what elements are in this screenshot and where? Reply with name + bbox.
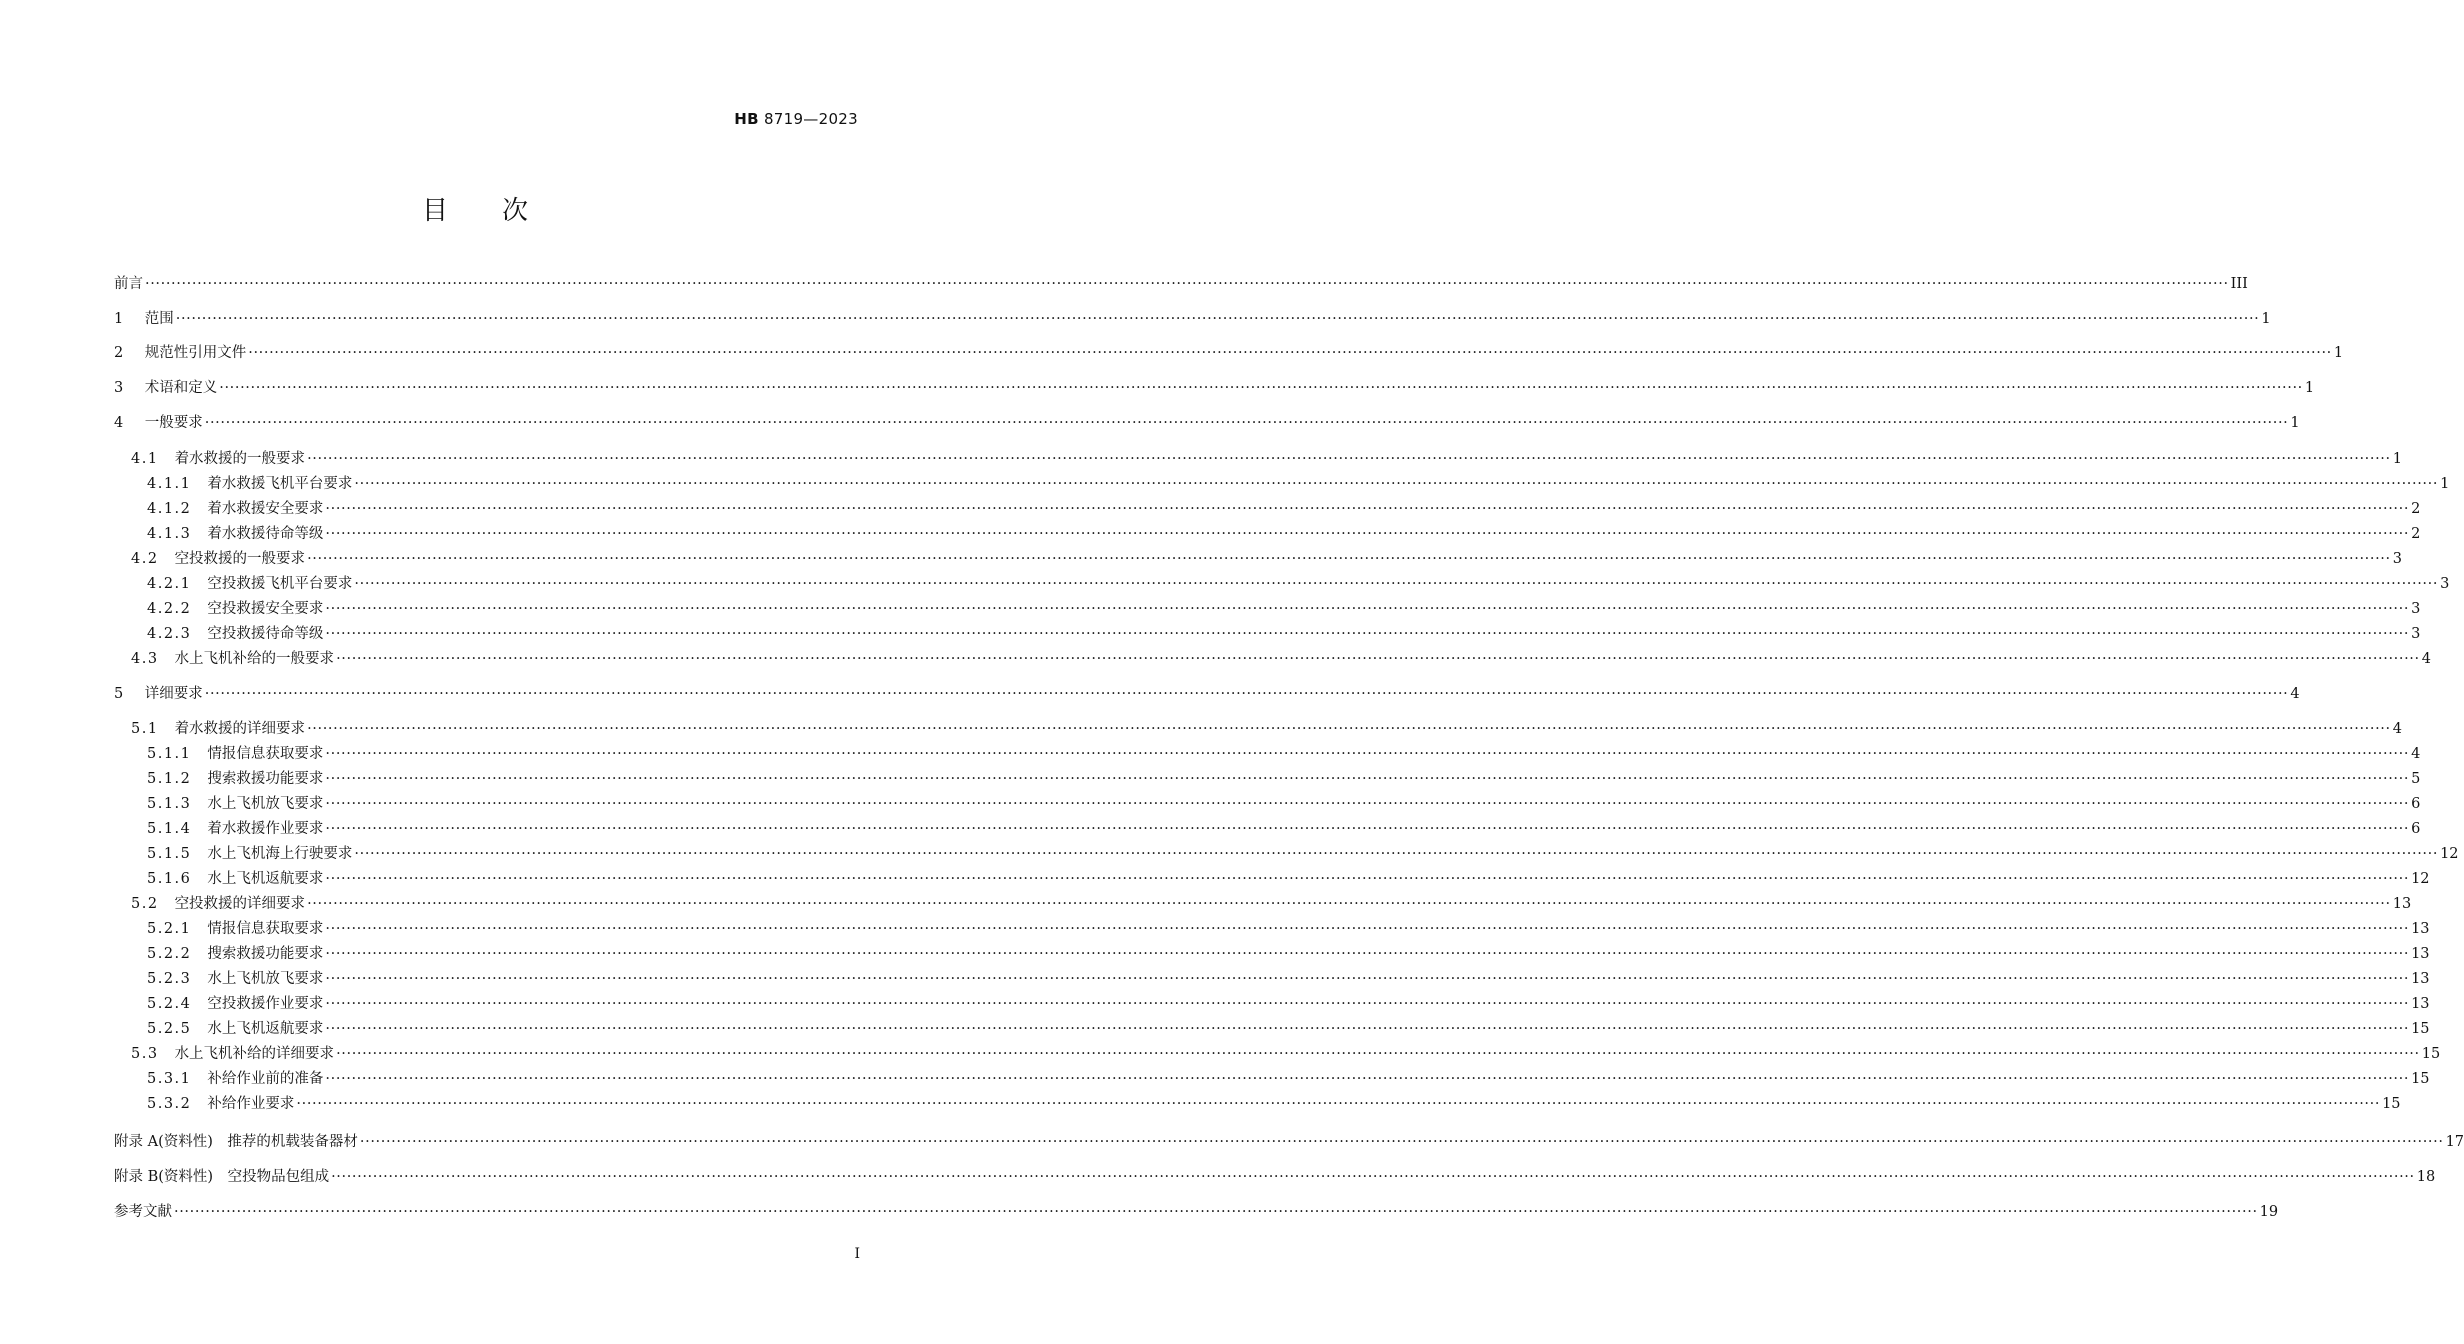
toc-entry-title: 情报信息获取要求 bbox=[207, 921, 324, 937]
toc-entry-page: 15 bbox=[2382, 1096, 2401, 1112]
toc-entry[interactable] bbox=[114, 1131, 2464, 1153]
toc-entry-number: 4.1.1 bbox=[147, 476, 192, 492]
toc-leader-dots: ················································································································································································································································································································································································································ bbox=[219, 380, 2303, 396]
toc-entry-title: 附录 B(资料性) 空投物品包组成 bbox=[114, 1169, 330, 1185]
toc-entry-number: 4.2.1 bbox=[147, 576, 192, 592]
toc-entry[interactable] bbox=[147, 498, 2421, 520]
toc-entry[interactable] bbox=[147, 868, 2430, 890]
toc-entry[interactable] bbox=[147, 1068, 2430, 1090]
toc-entry-page: 1 bbox=[2290, 415, 2300, 431]
toc-leader-dots: ················································································································································································································································································································································································································ bbox=[354, 846, 2439, 862]
toc-leader-dots: ················································································································································································································································································································································································································ bbox=[336, 651, 2420, 667]
toc-leader-dots: ················································································································································································································································································································································································································ bbox=[325, 601, 2410, 617]
toc-leader-dots: ················································································································································································································································································································································································································ bbox=[145, 276, 2229, 292]
toc-entry-number: 5.1.6 bbox=[147, 871, 192, 887]
toc-entry[interactable] bbox=[131, 893, 2412, 915]
toc-entry-page: 15 bbox=[2411, 1021, 2430, 1037]
toc-entry-number: 5.2.5 bbox=[147, 1021, 192, 1037]
toc-entry-number: 5.3 bbox=[131, 1046, 159, 1062]
toc-leader-dots: ················································································································································································································································································································································································································ bbox=[325, 971, 2410, 987]
toc-entry-page: 19 bbox=[2259, 1204, 2279, 1220]
toc-entry-page: 17 bbox=[2445, 1134, 2464, 1150]
toc-leader-dots: ················································································································································································································································································································································································································ bbox=[296, 1096, 2381, 1112]
toc-entry-number: 4.1 bbox=[131, 451, 159, 467]
toc-entry-number: 4.1.2 bbox=[147, 501, 192, 517]
toc-entry-title: 着水救援的详细要求 bbox=[174, 721, 306, 737]
toc-entry-page: 6 bbox=[2411, 821, 2421, 837]
toc-entry-title: 参考文献 bbox=[114, 1204, 172, 1220]
toc-entry[interactable] bbox=[147, 598, 2421, 620]
toc-entry-page: 4 bbox=[2411, 746, 2421, 762]
toc-entry-title: 着水救援待命等级 bbox=[207, 526, 324, 542]
toc-entry-title: 范围 bbox=[144, 311, 174, 327]
toc-entry[interactable] bbox=[114, 377, 2315, 399]
toc-entry-page: 3 bbox=[2411, 626, 2421, 642]
toc-leader-dots: ················································································································································································································································································································································································································ bbox=[325, 771, 2410, 787]
toc-leader-dots: ················································································································································································································································································································································································································ bbox=[174, 1204, 2258, 1220]
toc-entry-title: 着水救援作业要求 bbox=[207, 821, 324, 837]
toc-entry[interactable] bbox=[114, 308, 2271, 330]
toc-entry[interactable] bbox=[131, 718, 2402, 740]
toc-entry-page: 18 bbox=[2416, 1169, 2436, 1185]
toc-entry-page: 2 bbox=[2411, 501, 2421, 517]
toc-entry-page: 1 bbox=[2440, 476, 2450, 492]
toc-entry[interactable] bbox=[131, 448, 2402, 470]
toc-leader-dots: ················································································································································································································································································································································································································ bbox=[354, 576, 2439, 592]
toc-entry[interactable] bbox=[147, 793, 2421, 815]
toc-entry-title: 搜索救援功能要求 bbox=[207, 946, 324, 962]
toc-entry-number: 5.3.1 bbox=[147, 1071, 192, 1087]
toc-entry-title: 水上飞机补给的详细要求 bbox=[174, 1046, 335, 1062]
toc-entry-number: 5.1.5 bbox=[147, 846, 192, 862]
toc-entry-page: 3 bbox=[2440, 576, 2450, 592]
toc-entry-number: 5.3.2 bbox=[147, 1096, 192, 1112]
toc-entry[interactable] bbox=[114, 273, 2248, 295]
toc-leader-dots: ················································································································································································································································································································································································································ bbox=[359, 1134, 2444, 1150]
toc-leader-dots: ················································································································································································································································································································································································································ bbox=[325, 921, 2410, 937]
toc-leader-dots: ················································································································································································································································································································································································································ bbox=[307, 451, 2391, 467]
toc-entry-page: 6 bbox=[2411, 796, 2421, 812]
toc-entry-title: 着水救援飞机平台要求 bbox=[207, 476, 353, 492]
toc-entry-page: 13 bbox=[2411, 971, 2430, 987]
toc-entry-number: 5 bbox=[114, 686, 125, 702]
toc-entry-title: 水上飞机海上行驶要求 bbox=[207, 846, 353, 862]
toc-entry-number: 4 bbox=[114, 415, 125, 431]
toc-leader-dots: ················································································································································································································································································································································································································ bbox=[325, 796, 2410, 812]
toc-leader-dots: ················································································································································································································································································································································································································ bbox=[325, 1021, 2410, 1037]
toc-leader-dots: ················································································································································································································································································································································································································ bbox=[325, 1071, 2410, 1087]
toc-entry-title: 前言 bbox=[114, 276, 143, 292]
toc-entry-title: 术语和定义 bbox=[144, 380, 218, 396]
toc-entry-number: 4.1.3 bbox=[147, 526, 192, 542]
toc-entry[interactable] bbox=[147, 993, 2430, 1015]
toc-entry[interactable] bbox=[147, 968, 2430, 990]
toc-entry-number: 5.1.2 bbox=[147, 771, 192, 787]
toc-entry-title: 补给作业前的准备 bbox=[207, 1071, 324, 1087]
toc-entry-page: 13 bbox=[2411, 996, 2430, 1012]
toc-entry-page: 13 bbox=[2411, 921, 2430, 937]
toc-entry[interactable] bbox=[147, 918, 2430, 940]
toc-entry-page: 12 bbox=[2440, 846, 2459, 862]
toc-entry-page: 15 bbox=[2421, 1046, 2441, 1062]
toc-leader-dots: ················································································································································································································································································································································································································ bbox=[325, 501, 2410, 517]
toc-entry[interactable] bbox=[147, 818, 2421, 840]
toc-entry-number: 4.2.2 bbox=[147, 601, 192, 617]
toc-entry-title: 着水救援安全要求 bbox=[207, 501, 324, 517]
toc-leader-dots: ················································································································································································································································································································································································································ bbox=[331, 1169, 2415, 1185]
toc-entry[interactable] bbox=[147, 1093, 2401, 1115]
toc-entry[interactable] bbox=[114, 342, 2344, 364]
toc-leader-dots: ················································································································································································································································································································································································································ bbox=[325, 821, 2410, 837]
toc-entry-number: 5.2.1 bbox=[147, 921, 192, 937]
toc-entry-title: 着水救援的一般要求 bbox=[174, 451, 306, 467]
toc-leader-dots: ················································································································································································································································································································································································································ bbox=[204, 686, 2289, 702]
toc-entry[interactable] bbox=[147, 743, 2421, 765]
toc-leader-dots: ················································································································································································································································································································································································································ bbox=[325, 746, 2410, 762]
toc-entry-title: 空投救援的详细要求 bbox=[174, 896, 306, 912]
page-number: I bbox=[854, 1246, 860, 1262]
toc-entry-title: 空投救援飞机平台要求 bbox=[207, 576, 353, 592]
toc-entry[interactable] bbox=[114, 412, 2300, 434]
toc-entry-number: 1 bbox=[114, 311, 125, 327]
toc-leader-dots: ················································································································································································································································································································································································································ bbox=[204, 415, 2289, 431]
toc-entry-number: 4.2 bbox=[131, 551, 159, 567]
toc-entry-title: 水上飞机放飞要求 bbox=[207, 796, 324, 812]
toc-entry[interactable] bbox=[114, 683, 2300, 705]
toc-entry-title: 水上飞机返航要求 bbox=[207, 871, 324, 887]
toc-entry-page: 12 bbox=[2411, 871, 2430, 887]
toc-entry[interactable] bbox=[147, 843, 2459, 865]
toc-leader-dots: ················································································································································································································································································································································································································ bbox=[325, 996, 2410, 1012]
toc-leader-dots: ················································································································································································································································································································································································································ bbox=[325, 946, 2410, 962]
toc-entry-title: 水上飞机返航要求 bbox=[207, 1021, 324, 1037]
toc-entry-number: 5.2.3 bbox=[147, 971, 192, 987]
toc-entry-page: 4 bbox=[2421, 651, 2431, 667]
toc-leader-dots: ················································································································································································································································································································································································································ bbox=[307, 896, 2391, 912]
toc-leader-dots: ················································································································································································································································································································································································································ bbox=[325, 871, 2410, 887]
toc-leader-dots: ················································································································································································································································································································································································································ bbox=[325, 626, 2410, 642]
toc-entry-page: 3 bbox=[2411, 601, 2421, 617]
toc-entry-page: 4 bbox=[2290, 686, 2300, 702]
toc-entry-title: 一般要求 bbox=[144, 415, 203, 431]
toc-leader-dots: ················································································································································································································································································································································································································ bbox=[307, 551, 2391, 567]
toc-entry-page: 3 bbox=[2392, 551, 2402, 567]
toc-entry-title: 水上飞机补给的一般要求 bbox=[174, 651, 335, 667]
toc-entry[interactable] bbox=[147, 523, 2421, 545]
toc-entry-number: 5.1 bbox=[131, 721, 159, 737]
toc-leader-dots: ················································································································································································································································································································································································································ bbox=[336, 1046, 2420, 1062]
toc-entry-number: 5.1.4 bbox=[147, 821, 192, 837]
toc-leader-dots: ················································································································································································································································································································································································································ bbox=[248, 345, 2332, 361]
toc-entry-page: 1 bbox=[2304, 380, 2315, 396]
toc-entry-title: 空投救援待命等级 bbox=[207, 626, 324, 642]
toc-leader-dots: ················································································································································································································································································································································································································ bbox=[175, 311, 2260, 327]
toc-entry-page: 13 bbox=[2392, 896, 2412, 912]
toc-entry[interactable] bbox=[131, 648, 2431, 670]
toc-entry[interactable] bbox=[147, 1018, 2430, 1040]
toc-entry[interactable] bbox=[147, 573, 2450, 595]
toc-entry-title: 空投救援的一般要求 bbox=[174, 551, 306, 567]
toc-entry-title: 补给作业要求 bbox=[207, 1096, 295, 1112]
standard-number: 8719—2023 bbox=[763, 110, 858, 128]
toc-entry-title: 水上飞机放飞要求 bbox=[207, 971, 324, 987]
toc-entry-page: III bbox=[2230, 276, 2248, 292]
toc-entry-number: 5.1.3 bbox=[147, 796, 192, 812]
toc-entry-number: 4.3 bbox=[131, 651, 159, 667]
standard-prefix: HB bbox=[734, 110, 759, 128]
toc-entry-page: 1 bbox=[2333, 345, 2344, 361]
toc-entry-page: 13 bbox=[2411, 946, 2430, 962]
toc-entry-page: 1 bbox=[2261, 311, 2271, 327]
toc-entry-number: 5.2.4 bbox=[147, 996, 192, 1012]
toc-entry-title: 搜索救援功能要求 bbox=[207, 771, 324, 787]
toc-leader-dots: ················································································································································································································································································································································································································ bbox=[325, 526, 2410, 542]
toc-entry-page: 5 bbox=[2411, 771, 2421, 787]
toc-entry-title: 情报信息获取要求 bbox=[207, 746, 324, 762]
toc-entry[interactable] bbox=[147, 473, 2450, 495]
toc-entry-page: 2 bbox=[2411, 526, 2421, 542]
toc-leader-dots: ················································································································································································································································································································································································································ bbox=[354, 476, 2439, 492]
toc-entry-title: 附录 A(资料性) 推荐的机载装备器材 bbox=[114, 1134, 358, 1150]
toc-entry-title: 空投救援安全要求 bbox=[207, 601, 324, 617]
toc-entry-title: 规范性引用文件 bbox=[144, 345, 247, 361]
toc-entry[interactable] bbox=[147, 943, 2430, 965]
toc-entry-number: 4.2.3 bbox=[147, 626, 192, 642]
toc-entry-number: 5.2.2 bbox=[147, 946, 192, 962]
toc-entry-page: 4 bbox=[2392, 721, 2402, 737]
toc-entry[interactable] bbox=[131, 1043, 2441, 1065]
toc-entry[interactable] bbox=[114, 1166, 2436, 1188]
toc-entry-page: 15 bbox=[2411, 1071, 2430, 1087]
toc-entry-number: 2 bbox=[114, 345, 125, 361]
toc-entry[interactable] bbox=[114, 1201, 2279, 1223]
toc-entry-page: 1 bbox=[2392, 451, 2402, 467]
toc-entry-title: 详细要求 bbox=[144, 686, 203, 702]
toc-entry-number: 5.2 bbox=[131, 896, 159, 912]
toc-entry[interactable] bbox=[147, 768, 2421, 790]
toc-entry[interactable] bbox=[147, 623, 2421, 645]
toc-title: 目次 bbox=[421, 196, 582, 226]
toc-leader-dots: ················································································································································································································································································································································································································ bbox=[307, 721, 2391, 737]
toc-entry-number: 5.1.1 bbox=[147, 746, 192, 762]
toc-entry-title: 空投救援作业要求 bbox=[207, 996, 324, 1012]
toc-entry-number: 3 bbox=[114, 380, 125, 396]
toc-entry[interactable] bbox=[131, 548, 2402, 570]
